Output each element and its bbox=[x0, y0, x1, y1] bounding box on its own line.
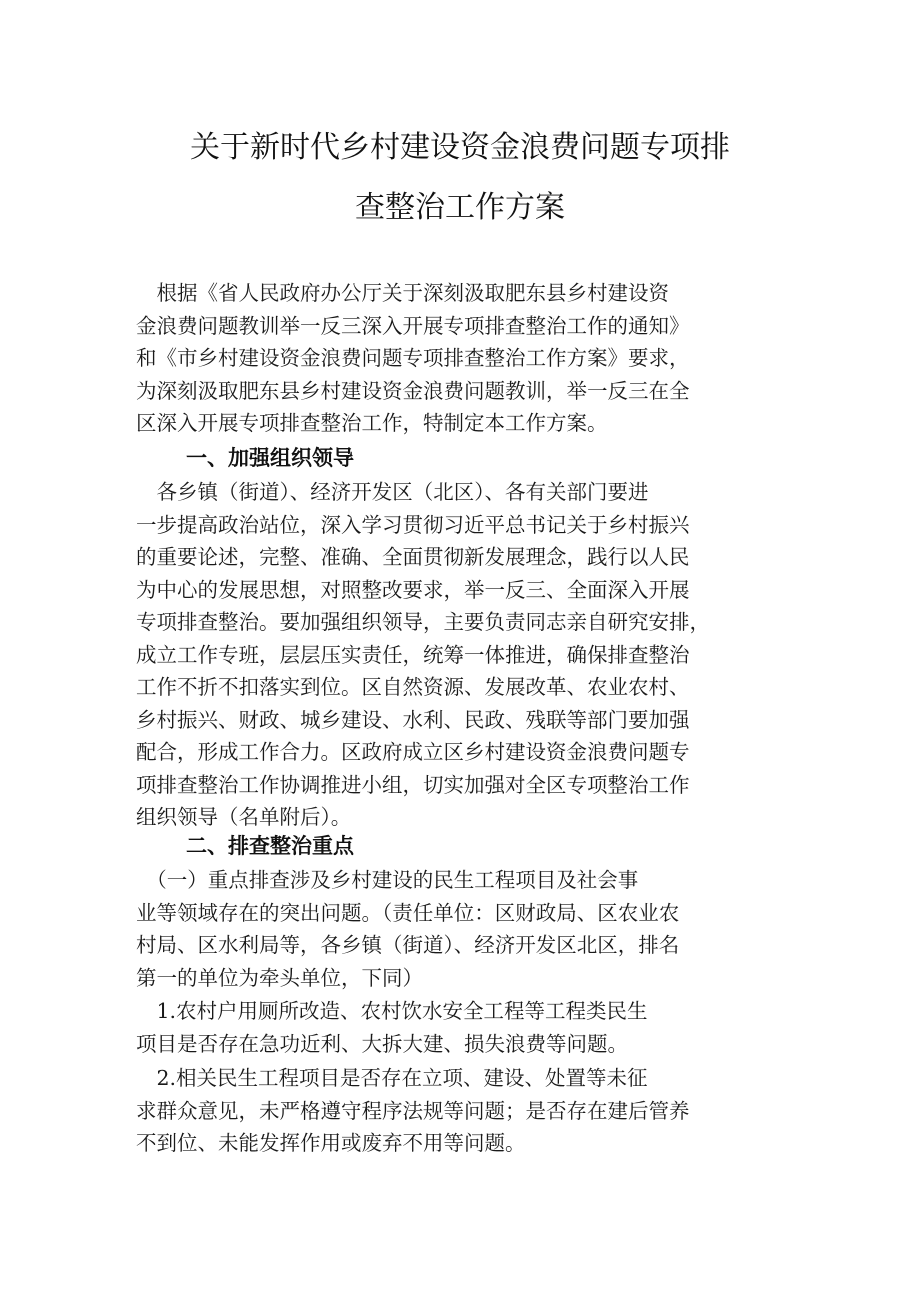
item-2-line: 不到位、未能发挥作用或废弃不用等问题。 bbox=[136, 1131, 526, 1155]
section-2-sub-1-paragraph bbox=[136, 864, 796, 994]
document-title-line-1: 关于新时代乡村建设资金浪费问题专项排 bbox=[190, 130, 730, 165]
section-2-heading: 二、排查整治重点 bbox=[186, 834, 354, 858]
intro-line: 根据《省人民政府办公厅关于深刻汲取肥东县乡村建设资 bbox=[136, 281, 669, 305]
intro-line: 区深入开展专项排查整治工作，特制定本工作方案。 bbox=[136, 411, 608, 435]
item-2-line: 2.相关民生工程项目是否存在立项、建设、处置等未征 bbox=[136, 1066, 648, 1090]
intro-line: 金浪费问题教训举一反三深入开展专项排查整治工作的通知》 bbox=[136, 313, 690, 338]
sub-1-line: （一）重点排查涉及乡村建设的民生工程项目及社会事 bbox=[136, 868, 639, 892]
item-1-line: 项目是否存在急功近利、大拆大建、损失浪费等问题。 bbox=[136, 1031, 628, 1056]
section-1-line: 一步提高政治站位，深入学习贯彻习近平总书记关于乡村振兴 bbox=[136, 512, 690, 537]
section-1-line: 的重要论述，完整、准确、全面贯彻新发展理念，践行以人民 bbox=[136, 545, 690, 569]
item-2-line: 求群众意见，未严格遵守程序法规等问题；是否存在建后管养 bbox=[136, 1098, 690, 1123]
section-1-heading: 一、加强组织领导 bbox=[186, 446, 354, 470]
intro-paragraph bbox=[136, 277, 796, 440]
section-1-line: 为中心的发展思想，对照整改要求，举一反三、全面深入开展 bbox=[136, 577, 690, 602]
section-1-line: 成立工作专班，层层压实责任，统筹一体推进，确保排查整治 bbox=[136, 642, 690, 667]
sub-1-line: 业等领域存在的突出问题。（责任单位：区财政局、区农业农 bbox=[136, 900, 680, 925]
item-1-paragraph bbox=[136, 995, 796, 1060]
section-1-paragraph bbox=[136, 476, 796, 834]
section-1-line: 乡村振兴、财政、城乡建设、水利、民政、残联等部门要加强 bbox=[136, 707, 690, 732]
sub-1-line: 村局、区水利局等，各乡镇（街道）、经济开发区北区，排名 bbox=[136, 933, 680, 957]
sub-1-line: 第一的单位为牵头单位，下同） bbox=[136, 965, 423, 990]
section-1-line: 组织领导（名单附后）。 bbox=[136, 805, 352, 829]
document-title-line-2: 查整治工作方案 bbox=[355, 190, 565, 225]
intro-line: 和《市乡村建设资金浪费问题专项排查整治工作方案》要求， bbox=[136, 346, 690, 370]
section-1-line: 项排查整治工作协调推进小组，切实加强对全区专项整治工作 bbox=[136, 772, 690, 797]
item-2-paragraph bbox=[136, 1062, 796, 1160]
item-1-line: 1.农村户用厕所改造、农村饮水安全工程等工程类民生 bbox=[136, 999, 648, 1023]
section-1-line: 配合，形成工作合力。区政府成立区乡村建设资金浪费问题专 bbox=[136, 740, 690, 764]
section-1-line: 专项排查整治。要加强组织领导，主要负责同志亲自研究安排， bbox=[136, 610, 710, 634]
section-1-line: 各乡镇（街道）、经济开发区（北区）、各有关部门要进 bbox=[136, 480, 649, 504]
section-1-line: 工作不折不扣落实到位。区自然资源、发展改革、农业农村、 bbox=[136, 675, 690, 699]
intro-line: 为深刻汲取肥东县乡村建设资金浪费问题教训，举一反三在全 bbox=[136, 378, 690, 403]
